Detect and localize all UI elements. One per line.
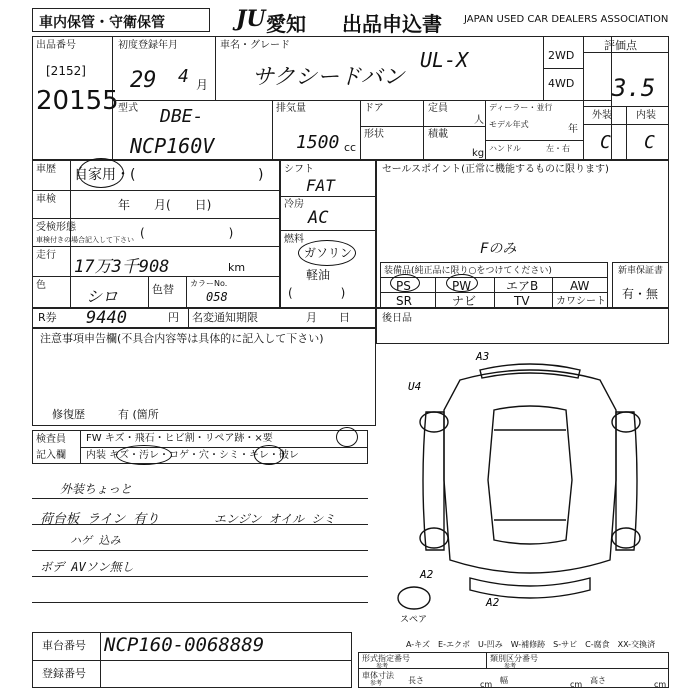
equipment-label: 装備品(純正品に限り○をつけてください) xyxy=(384,266,552,276)
name-change-label: 名変通知期限 xyxy=(192,311,258,324)
lot-label: 出品番号 xyxy=(36,40,76,51)
new-car-options: 有・無 xyxy=(622,287,659,301)
equip-pw: PW xyxy=(452,279,472,293)
recycle-value: 9440 xyxy=(86,308,127,328)
color-no: 058 xyxy=(206,290,228,304)
registration-year: 29 xyxy=(130,68,157,93)
form-no-ref: 参考 xyxy=(376,663,389,670)
exterior-grade: C xyxy=(600,132,611,153)
sales-point-label: セールスポイント(正常に機能するものに限ります) xyxy=(382,164,609,175)
doors-label: ドア xyxy=(364,103,384,114)
storage-tag-text: 車内保管・守衛保管 xyxy=(39,15,165,31)
body-height-unit: cm xyxy=(654,680,667,689)
drive-4wd: 4WD xyxy=(548,77,575,90)
drive-2wd: 2WD xyxy=(548,49,575,62)
remark-4: ボデ AVソン無し xyxy=(40,560,134,574)
equip-ps-circle xyxy=(390,274,420,292)
rear-date-label: 後日品 xyxy=(382,313,412,324)
chassis-label: 車台番号 xyxy=(42,639,86,652)
rear-date-block xyxy=(376,308,669,344)
mileage-label: 走行 xyxy=(36,250,56,261)
registration-label: 初度登録年月 xyxy=(118,40,178,51)
shift-value: FAT xyxy=(306,176,335,195)
spare-label: スペア xyxy=(400,615,428,625)
rating-value: 3.5 xyxy=(612,74,656,102)
remark-2: 荷台板 ライン 有り xyxy=(40,512,160,527)
capacity-unit: 人 xyxy=(474,115,484,126)
sales-point-note: Fのみ xyxy=(480,241,517,257)
fuel-diesel: 軽油 xyxy=(306,268,331,282)
mark-u4: U4 xyxy=(408,380,422,393)
new-car-label: 新車保証書 xyxy=(618,266,664,276)
repair-value: 有 (箇所 xyxy=(118,408,159,421)
inspector-row-1: FW キズ・飛石・ヒビ割・リペア跡・×要 xyxy=(86,433,273,444)
body-size-ref: 参考 xyxy=(370,680,383,687)
recycle-label: R券 xyxy=(38,311,57,324)
mark-a2-left: A2 xyxy=(420,568,434,581)
lot-number: 20155 xyxy=(36,86,119,116)
certificate-note: 車検付きの場合記入して下さい xyxy=(36,236,134,244)
fuel-label: 燃料 xyxy=(284,234,304,245)
equip-navi: ナビ xyxy=(452,294,477,308)
fuel-circle xyxy=(298,240,356,266)
shift-label: シフト xyxy=(284,164,314,175)
remark-5: エンジン オイル シミ xyxy=(214,512,336,526)
ju-logo: JU xyxy=(236,6,266,32)
equip-sr: SR xyxy=(396,294,412,308)
body-length-label: 長さ xyxy=(408,676,424,685)
type-code: NCP160V xyxy=(130,134,215,158)
body-height-label: 高さ xyxy=(590,676,606,685)
org-name: 愛知 xyxy=(266,12,306,36)
repaint-label: 色替 xyxy=(152,283,174,296)
body-width-unit: cm xyxy=(570,680,583,689)
mileage-unit: km xyxy=(228,261,246,274)
repair-label: 修復歴 xyxy=(52,408,85,421)
dealer-label: ディーラー・並行 xyxy=(489,103,553,112)
rating-label: 評価点 xyxy=(604,39,637,52)
reg-no-label: 登録番号 xyxy=(42,667,86,680)
shape-label: 形状 xyxy=(364,129,384,140)
class-no-label: 類別区分番号 xyxy=(490,654,538,663)
fuel-gasoline: ガソリン xyxy=(304,246,353,260)
registration-month: 4 xyxy=(178,66,189,87)
certificate-value: ( ) xyxy=(140,226,234,240)
inspector-x-circle xyxy=(336,427,358,447)
inspector-row-2: 内装 キズ・汚レ・コゲ・穴・シミ・キレ・破レ xyxy=(86,450,299,461)
registration-month-unit: 月 xyxy=(196,78,209,92)
model-grade: UL-X xyxy=(420,48,469,72)
handle-label: ハンドル xyxy=(489,144,521,153)
inspector-label-1: 検査員 xyxy=(36,434,66,445)
equip-aw: AW xyxy=(570,279,590,293)
load-label: 積載 xyxy=(428,129,448,140)
displacement-value: 1500 xyxy=(296,132,340,153)
type-prefix: DBE- xyxy=(160,106,204,127)
mark-a3: A3 xyxy=(476,350,490,363)
chassis-value: NCP160-0068889 xyxy=(104,634,265,656)
form-no-label: 形式指定番号 xyxy=(362,654,410,663)
model-year-label: モデル年式 xyxy=(489,120,529,129)
displacement-label: 排気量 xyxy=(276,103,306,114)
inspection-value: 年 月( 日) xyxy=(118,198,212,212)
model-name: サクシードバン xyxy=(252,65,405,90)
notes-label: 注意事項申告欄(不具合内容等は具体的に記入して下さい) xyxy=(40,332,324,345)
equip-leather: カワシート xyxy=(556,296,606,307)
lot-sub-number: [2152] xyxy=(46,64,86,78)
storage-tag xyxy=(32,8,210,32)
interior-label: 内装 xyxy=(636,110,656,121)
equip-airbag: エアB xyxy=(506,279,539,293)
history-close: ) xyxy=(258,167,264,183)
name-change-value: 月 日 xyxy=(306,311,350,324)
inspector-interior-circle xyxy=(116,445,172,465)
inspector-label-2: 記入欄 xyxy=(36,450,66,461)
model-label: 車名・グレード xyxy=(220,40,290,51)
model-year-unit: 年 xyxy=(568,124,578,135)
history-label: 車歴 xyxy=(36,164,56,175)
equip-pw-circle xyxy=(446,274,478,292)
body-length-unit: cm xyxy=(480,680,493,689)
aircon-label: 冷房 xyxy=(284,199,304,210)
certificate-label: 受検形態 xyxy=(36,222,76,233)
color-no-label: カラーNo. xyxy=(190,279,228,288)
mileage-value: 17万3千908 xyxy=(74,257,170,277)
aircon-value: AC xyxy=(308,208,329,228)
color-value: シロ xyxy=(86,287,119,306)
type-label: 型式 xyxy=(118,103,138,114)
car-diagram xyxy=(390,350,670,630)
color-label: 色 xyxy=(36,280,46,291)
body-width-label: 幅 xyxy=(500,676,508,685)
equip-tv: TV xyxy=(514,294,530,308)
english-title: JAPAN USED CAR DEALERS ASSOCIATION xyxy=(464,14,669,25)
exterior-label: 外装 xyxy=(592,110,612,121)
body-size-label: 車体寸法 xyxy=(362,671,394,680)
equip-ps: PS xyxy=(396,279,411,293)
remark-1: 外装ちょっと xyxy=(60,482,133,496)
form-title: 出品申込書 xyxy=(342,12,442,36)
recycle-unit: 円 xyxy=(168,311,179,324)
handle-options: 左・右 xyxy=(546,144,570,153)
history-value: 自家用・( xyxy=(74,167,136,183)
inspection-label: 車検 xyxy=(36,194,56,205)
fuel-other: ( ) xyxy=(288,286,346,300)
history-circle xyxy=(78,158,124,188)
displacement-unit: cc xyxy=(344,141,357,154)
interior-grade: C xyxy=(644,132,655,153)
mark-a2-rear: A2 xyxy=(486,596,500,609)
capacity-label: 定員 xyxy=(428,103,448,114)
damage-legend: A-キズ E-エクボ U-凹み W-補修跡 S-サビ C-腐食 XX-交換済 xyxy=(406,640,656,649)
inspector-stain-circle xyxy=(254,445,284,465)
class-no-ref: 参考 xyxy=(504,663,517,670)
load-unit: kg xyxy=(472,148,485,159)
remark-3: ハゲ 込み xyxy=(70,534,121,547)
